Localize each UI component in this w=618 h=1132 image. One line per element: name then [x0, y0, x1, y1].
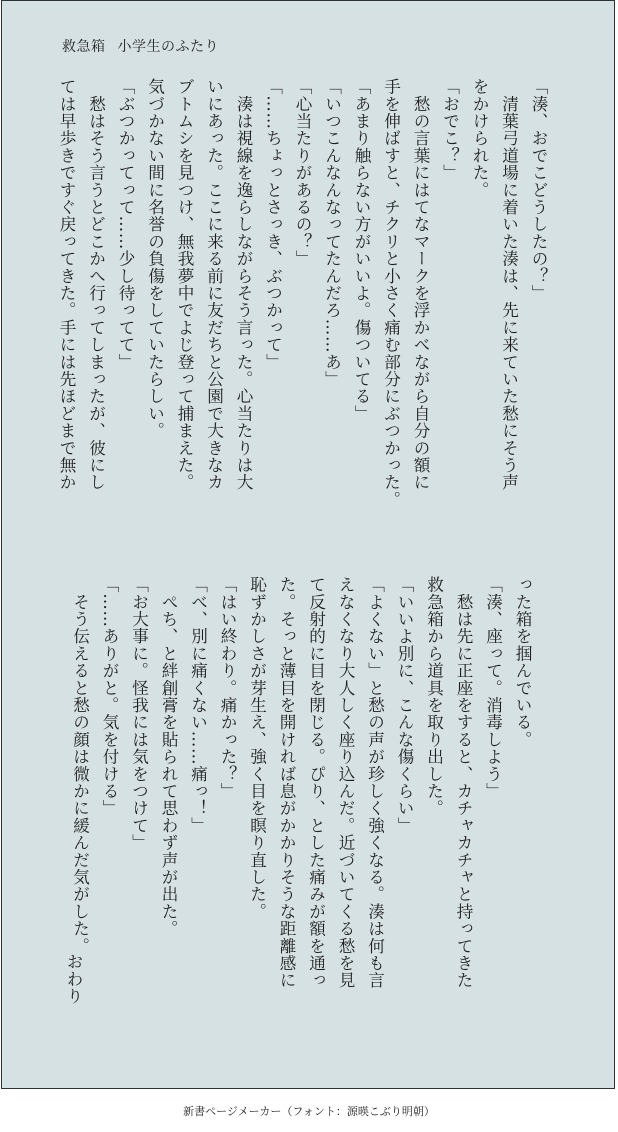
header-category: 救急箱 — [62, 39, 106, 55]
text-line: えなくなり大人しく座り込んだ。近づいてくる愁を見 — [336, 576, 355, 989]
ending-mark: おわり — [64, 953, 83, 1005]
text-line: 愁は先に正座をすると、カチャカチャと持ってきた — [454, 576, 473, 989]
footer-credit: 新書ページメーカー（フォント：源暎こぶり明朝） — [183, 1105, 435, 1118]
text-line: 愁はそう言うとどこかへ行ってしまったが、彼にし — [86, 78, 106, 491]
text-line: 救急箱から道具を取り出した。 — [424, 576, 444, 817]
text-line: 気づかない間に名誉の負傷をしていたらしい。 — [145, 78, 165, 440]
book-page — [1, 0, 615, 1089]
text-line: そう伝えると愁の顔は微かに緩んだ気がした。 — [70, 576, 90, 955]
header-title: 小学生のふたり — [117, 39, 219, 55]
text-line: 「湊、座って。消毒しよう」 — [483, 576, 503, 800]
text-line: 「べ、別に痛くない……痛っ！」 — [188, 576, 208, 834]
text-line: 「おでこ？」 — [440, 78, 460, 182]
page-header — [62, 36, 219, 56]
text-line: 清葉弓道場に着いた湊は、先に来ていた愁にそう声 — [499, 78, 519, 491]
text-line: 恥ずかしさが芽生え、強く目を瞑り直した。 — [247, 576, 267, 920]
text-line: 「ぶつかってって……少し待ってて」 — [116, 78, 135, 371]
text-line: た。そっと薄目を開ければ息がかかりそうな距離感に — [277, 576, 296, 989]
text-line: ブトムシを見つけ、無我夢中でよじ登って捕まえた。 — [175, 78, 194, 491]
text-line: 「はい終わり。痛かった？」 — [218, 576, 237, 800]
text-line: ては早歩きですぐ戻ってきた。手には先ほどまで無か — [57, 78, 76, 491]
text-line: 「いつこんなんなってたんだろ……あ」 — [322, 78, 342, 388]
text-line: 「……ちょっとさっき、ぶつかって」 — [263, 78, 283, 371]
text-line: 愁の言葉にはてなマークを浮かべながら自分の額に — [411, 78, 430, 491]
text-line: 湊は視線を逸らしながらそう言った。心当たりは大 — [234, 78, 253, 491]
text-line: 「湊、おでこどうしたの？」 — [529, 78, 548, 302]
text-line: て反射的に目を閉じる。ぴり、とした痛みが額を通っ — [306, 576, 326, 989]
text-line: った箱を掴んでいる。 — [513, 576, 532, 748]
text-block-top — [52, 78, 554, 523]
text-line: 「お大事に。怪我には気をつけて」 — [129, 576, 149, 852]
text-line: 「よくない」と愁の声が珍しく強くなる。湊は何も言 — [365, 576, 385, 989]
text-line: をかけられた。 — [470, 78, 489, 199]
text-line: 「……ありがと。気を付ける」 — [100, 576, 119, 817]
text-block-bottom — [65, 576, 537, 1021]
text-line: いにあった。ここに来る前に友だちと公園で大きなカ — [204, 78, 224, 491]
text-line: 「あまり触らない方がいいよ。傷ついてる」 — [352, 78, 371, 422]
text-line: 「いいよ別に、こんな傷くらい」 — [395, 576, 414, 834]
text-line: 手を伸ばすと、チクリと小さく痛む部分にぶつかった。 — [381, 78, 401, 508]
text-line: 「心当たりがあるの？」 — [293, 78, 312, 268]
text-line: ぺち、と絆創膏を貼られて思わず声が出た。 — [159, 576, 178, 938]
